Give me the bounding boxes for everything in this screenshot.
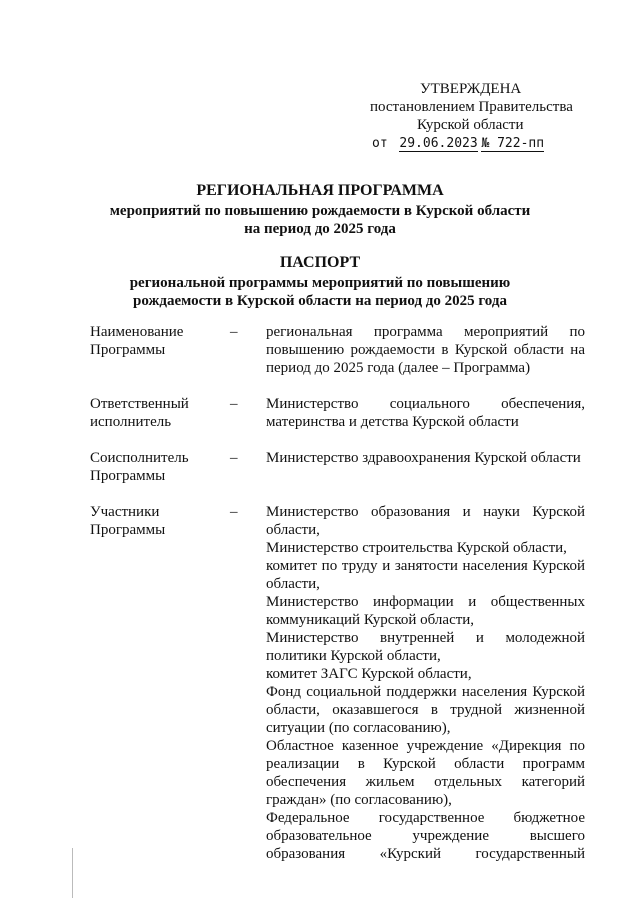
row-label-line: Соисполнитель — [90, 450, 189, 466]
program-title-heading: РЕГИОНАЛЬНАЯ ПРОГРАММА — [196, 182, 444, 199]
participant-item: Областное казенное учреждение «Дирекция по реализации в Курской области программ обеспечения жильем отдельных категорий граждан» (по согласованию), — [266, 738, 585, 808]
approval-region: Курской области — [417, 117, 524, 133]
approval-number: № 722-пп — [481, 136, 545, 151]
row-value — [266, 449, 585, 485]
passport-table — [90, 323, 585, 881]
participant-item: Фонд социальной поддержки населения Курской области, оказавшегося в трудной жизненной ситуации (по согласованию), — [266, 684, 585, 736]
participant-item: комитет по труду и занятости населения Курской области, — [266, 558, 585, 592]
participant-item: комитет ЗАГС Курской области, — [266, 666, 472, 682]
row-label-line: Участники — [90, 504, 160, 520]
row-label — [90, 323, 230, 377]
program-title-line2: мероприятий по повышению рождаемости в Курской области — [109, 203, 531, 219]
row-value — [266, 395, 585, 431]
row-label-line: Программы — [90, 522, 166, 538]
row-label-line: исполнитель — [90, 414, 172, 430]
passport-row-name — [90, 323, 585, 377]
passport-row-participants — [90, 503, 585, 863]
row-dash: – — [230, 324, 238, 340]
passport-row-responsible — [90, 395, 585, 431]
row-value-text: Министерство социального обеспечения, материнства и детства Курской области — [266, 396, 585, 430]
passport-heading: ПАСПОРТ — [279, 254, 361, 271]
participant-item: Министерство образования и науки Курской области, — [266, 504, 585, 538]
participant-item: Федеральное государственное бюджетное образовательное учреждение высшего образования «Курский государственный — [266, 810, 585, 862]
row-dash: – — [230, 396, 238, 412]
row-label — [90, 503, 230, 863]
row-dash: – — [230, 504, 238, 520]
participant-item: Министерство информации и общественных коммуникаций Курской области, — [266, 594, 585, 628]
participant-item: Министерство строительства Курской области, — [266, 540, 567, 556]
approval-prefix: от — [372, 136, 388, 151]
program-title-line3: на период до 2025 года — [244, 221, 396, 237]
row-label-line: Ответственный — [90, 396, 189, 412]
row-label-line: Программы — [90, 468, 166, 484]
row-value — [266, 323, 585, 377]
row-dash: – — [230, 450, 238, 466]
row-value-text: Министерство здравоохранения Курской области — [266, 450, 581, 466]
row-label — [90, 449, 230, 485]
participant-item: Министерство внутренней и молодежной политики Курской области, — [266, 630, 585, 664]
approval-date: 29.06.2023 — [399, 136, 478, 151]
passport-title — [60, 254, 580, 310]
approval-stamp — [360, 80, 590, 153]
approval-resolution: постановлением Правительства — [370, 99, 573, 115]
approval-heading: УТВЕРЖДЕНА — [420, 81, 522, 97]
approval-date-line — [372, 134, 590, 153]
row-label-line: Программы — [90, 342, 166, 358]
program-title — [60, 182, 580, 238]
passport-row-coexecutor — [90, 449, 585, 485]
scan-margin-line — [72, 848, 81, 898]
passport-title-line3: рождаемости в Курской области на период до 2025 года — [133, 293, 507, 309]
row-value-text: региональная программа мероприятий по повышению рождаемости в Курской области на период до 2025 года (далее – Программа) — [266, 324, 585, 376]
row-label — [90, 395, 230, 431]
passport-title-line2: региональной программы мероприятий по повышению — [129, 275, 511, 291]
row-label-line: Наименование — [90, 324, 184, 340]
row-value — [266, 503, 585, 863]
